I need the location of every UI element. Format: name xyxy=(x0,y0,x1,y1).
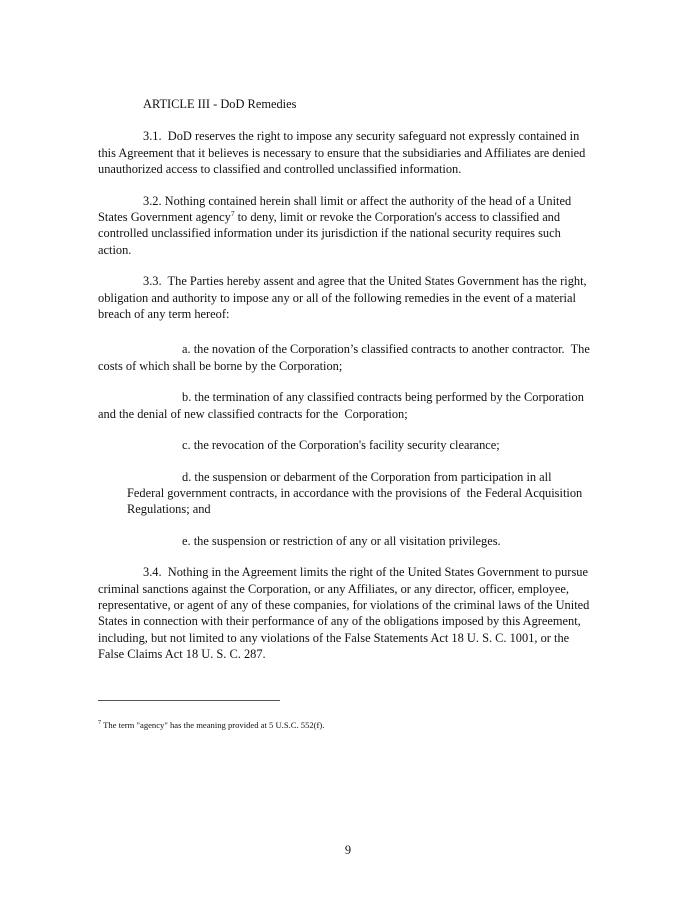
paragraph-3-2 xyxy=(98,193,590,259)
paragraph-3-2-text-before-ref: 3.2. Nothing contained herein shall limit or affect the authority of the head of a United States Government agency xyxy=(98,193,575,225)
footnote-reference-marker[interactable]: 7 xyxy=(230,208,235,218)
footnote-text: The term "agency" has the meaning provided at 5 U.S.C. 552(f). xyxy=(101,720,325,730)
document-body xyxy=(98,96,593,678)
page-number: 9 xyxy=(344,843,352,857)
footnote-marker: 7 xyxy=(98,719,102,727)
paragraph-3-1: 3.1. DoD reserves the right to impose any security safeguard not expressly contained in this Agreement that it believes is necessary to ensure that the subsidiaries and Affiliates are denied unauthorized access to classified and controlled unclassified information. xyxy=(98,129,589,177)
remedy-item-a: a. the novation of the Corporation’s classified contracts to another contractor. The costs of which shall be borne by the Corporation; xyxy=(98,342,593,373)
remedy-item-e: e. the suspension or restriction of any or all visitation privileges. xyxy=(182,533,501,548)
footnote-area xyxy=(98,700,590,731)
article-heading: ARTICLE III - DoD Remedies xyxy=(143,97,297,111)
paragraph-3-4: 3.4. Nothing in the Agreement limits the right of the United States Government to pursue criminal sanctions against the Corporation, or any Affiliates, or any director, officer, employee, representative, or agent of any of these companies, for violations of the criminal laws of the United States in connection with their performance of any of the obligations imposed by this Agreement, including, but not limited to any violations of the False Statements Act 18 U. S. C. 1001, or the False Claims Act 18 U. S. C. 287. xyxy=(98,565,593,662)
paragraph-3-3: 3.3. The Parties hereby assent and agree that the United States Government has the right, obligation and authority to impose any or all of the following remedies in the event of a material breach of any term hereof: xyxy=(98,274,590,322)
paragraph-3-2-text-after-ref: to deny, limit or revoke the Corporation's access to classified and controlled unclassified information under its jurisdiction if the national security requires such action. xyxy=(98,210,564,257)
remedy-item-d: d. the suspension or debarment of the Corporation from participation in all Federal government contracts, in accordance with the provisions of the Federal Acquisition Regulations; and xyxy=(127,469,586,517)
remedy-item-c: c. the revocation of the Corporation's facility security clearance; xyxy=(182,438,500,453)
remedy-item-b: b. the termination of any classified contracts being performed by the Corporation and the denial of new classified contracts for the Corporation; xyxy=(98,390,587,421)
footnote-separator-rule xyxy=(98,700,280,701)
footnote-7 xyxy=(98,719,590,731)
